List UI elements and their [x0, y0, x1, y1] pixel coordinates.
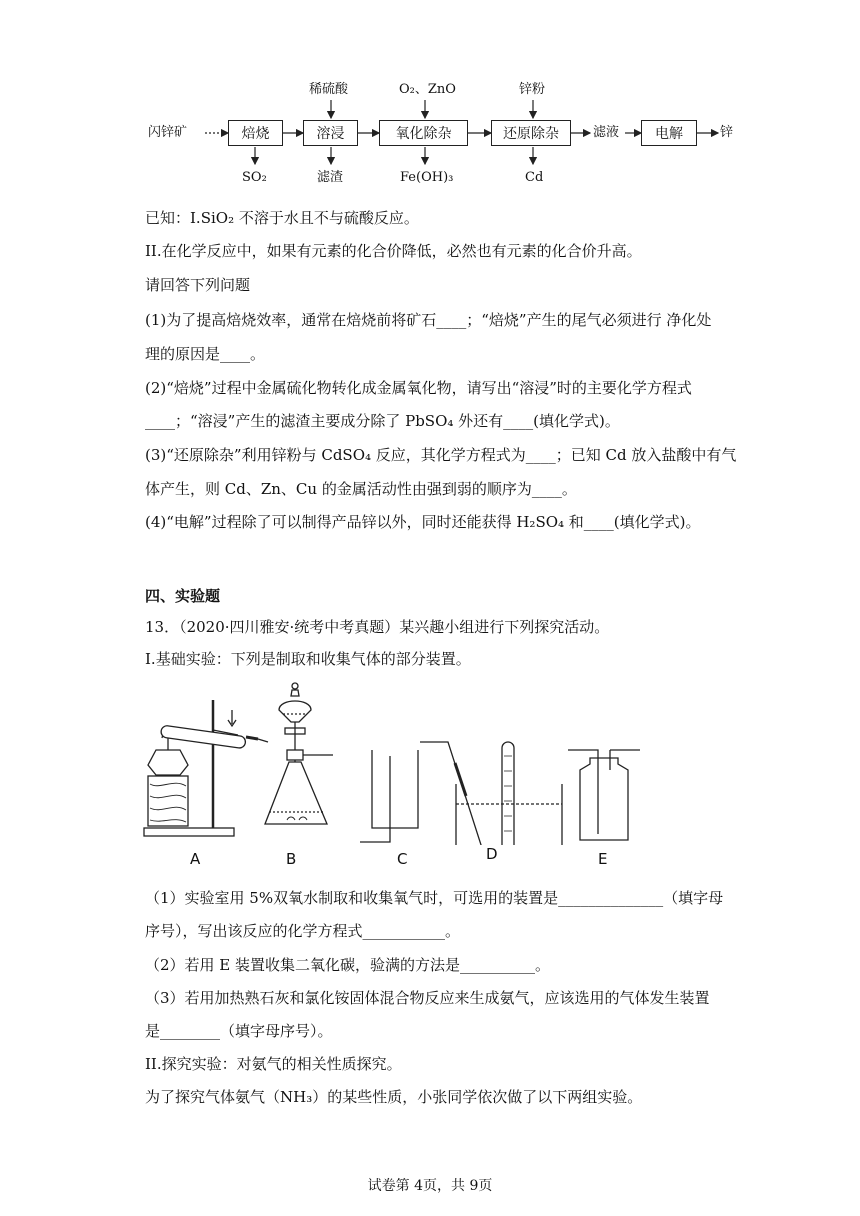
- section-heading: 四、实验题: [145, 587, 221, 605]
- question-2-line-2: ____；“溶浸”产生的滤渣主要成分除了 PbSO₄ 外还有____(填化学式)。: [145, 412, 620, 430]
- sub-question-1-line-1: （1）实验室用 5%双氧水制取和收集氧气时，可选用的装置是______________（填字母: [145, 889, 724, 907]
- apparatus-label-c: C: [397, 850, 408, 868]
- flow-start: 闪锌矿: [148, 125, 188, 140]
- sub-question-1-line-2: 序号），写出该反应的化学方程式___________。: [145, 922, 461, 940]
- flow-step-electrolysis: 电解: [641, 120, 697, 146]
- prompt-line: 请回答下列问题: [145, 276, 251, 294]
- question-13-title: 13．（2020·四川雅安·统考中考真题）某兴趣小组进行下列探究活动。: [145, 618, 610, 636]
- apparatus-label-e: E: [598, 850, 608, 868]
- sub-question-3-line-1: （3）若用加热熟石灰和氯化铵固体混合物反应来生成氨气，应该选用的气体发生装置: [145, 989, 710, 1007]
- part-2-title: II.探究实验：对氨气的相关性质探究。: [145, 1055, 402, 1073]
- flow-step-leach: 溶浸: [303, 120, 358, 146]
- flow-step-oxidize: 氧化除杂: [379, 120, 468, 146]
- flow-step-reduce: 还原除杂: [491, 120, 571, 146]
- flow-output-so2: SO₂: [242, 170, 267, 185]
- flow-end: 锌: [720, 125, 734, 140]
- question-2-line-1: (2)“焙烧”过程中金属硫化物转化成金属氧化物，请写出“溶浸”时的主要化学方程式: [145, 379, 692, 397]
- apparatus-a-icon: [144, 700, 268, 836]
- flow-filtrate: 滤液: [593, 125, 620, 140]
- apparatus-label-a: A: [190, 850, 201, 868]
- apparatus-b-icon: [265, 683, 333, 824]
- question-4-line: (4)“电解”过程除了可以制得产品锌以外，同时还能获得 H₂SO₄ 和____(填化学式)。: [145, 513, 701, 531]
- known-line-1: 已知：I.SiO₂ 不溶于水且不与硫酸反应。: [145, 209, 419, 227]
- sub-question-3-line-2: 是________（填字母序号）。: [145, 1022, 333, 1040]
- part-1-title: I.基础实验：下列是制取和收集气体的部分装置。: [145, 650, 471, 668]
- flow-input-acid: 稀硫酸: [309, 82, 349, 97]
- apparatus-label-b: B: [286, 850, 297, 868]
- flow-input-zinc: 锌粉: [519, 82, 546, 97]
- flow-output-residue: 滤渣: [317, 170, 344, 185]
- page-footer: 试卷第 4页，共 9页: [367, 1178, 493, 1194]
- apparatus-label-d: D: [486, 845, 498, 863]
- question-1-line-2: 理的原因是____。: [145, 345, 266, 363]
- apparatus-c-icon: [360, 750, 418, 842]
- apparatus-e-icon: [568, 750, 640, 840]
- flow-step-roast: 焙烧: [228, 120, 283, 146]
- question-3-line-1: (3)“还原除杂”利用锌粉与 CdSO₄ 反应，其化学方程式为____；已知 Cd 放入盐酸中有气: [145, 446, 737, 464]
- sub-question-2: （2）若用 E 装置收集二氧化碳，验满的方法是__________。: [145, 956, 551, 974]
- apparatus-illustrations: [140, 680, 660, 845]
- question-1-line-1: (1)为了提高焙烧效率，通常在焙烧前将矿石____；“焙烧”产生的尾气必须进行 净化处: [145, 311, 712, 329]
- question-3-line-2: 体产生，则 Cd、Zn、Cu 的金属活动性由强到弱的顺序为____。: [145, 480, 577, 498]
- flow-input-oxygen: O₂、ZnO: [399, 82, 456, 97]
- flow-output-cd: Cd: [525, 170, 544, 185]
- known-line-2: II.在化学反应中，如果有元素的化合价降低，必然也有元素的化合价升高。: [145, 242, 642, 260]
- flow-output-feoh3: Fe(OH)₃: [400, 170, 454, 185]
- apparatus-d-icon: [420, 742, 562, 845]
- part-2-description: 为了探究气体氨气（NH₃）的某些性质，小张同学依次做了以下两组实验。: [145, 1088, 643, 1106]
